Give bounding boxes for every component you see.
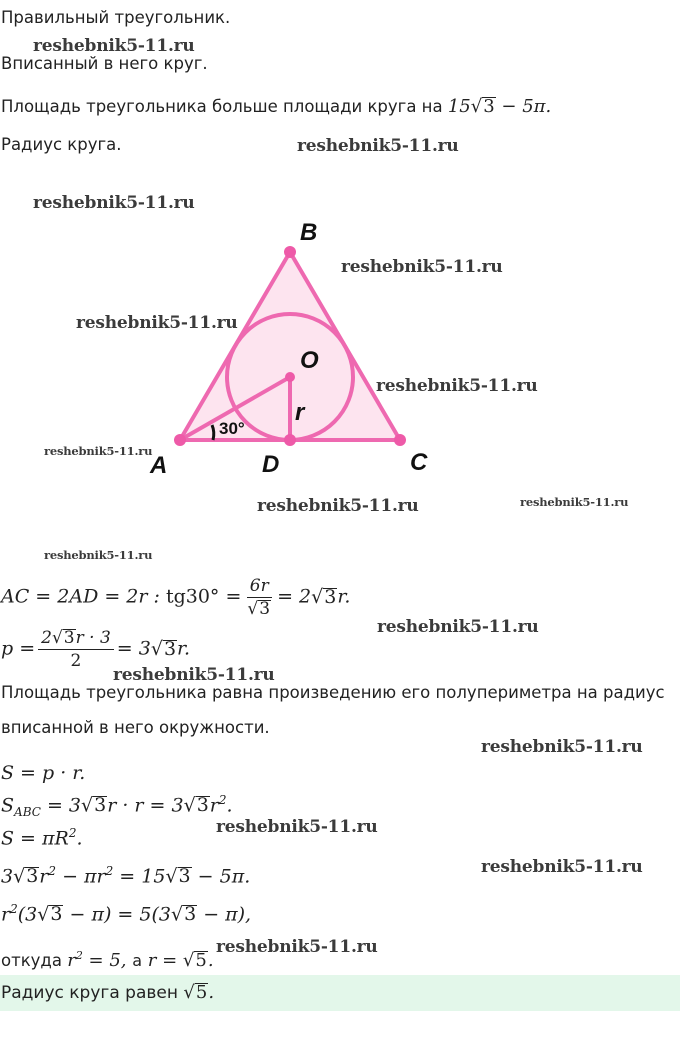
label-d: D bbox=[262, 451, 280, 478]
answer-box bbox=[0, 975, 680, 1011]
watermark: reshebnik5-11.ru bbox=[216, 817, 378, 837]
point-b bbox=[284, 246, 296, 258]
label-angle: 30° bbox=[219, 419, 245, 438]
equation-8-prefix: откуда bbox=[1, 951, 68, 970]
label-b: B bbox=[300, 219, 318, 246]
equation-6: $3√3r^2 - \pi r^2 = 15√3 - 5\pi$. bbox=[1, 864, 251, 888]
statement-line-3-math: 15√3 − 5π. bbox=[447, 96, 552, 117]
label-o: O bbox=[300, 347, 319, 374]
watermark: reshebnik5-11.ru bbox=[481, 857, 643, 877]
point-d bbox=[284, 434, 296, 446]
watermark: reshebnik5-11.ru bbox=[377, 617, 539, 637]
watermark: reshebnik5-11.ru bbox=[520, 495, 629, 509]
watermark: reshebnik5-11.ru bbox=[44, 444, 153, 458]
answer-line: Радиус круга равен √5. bbox=[1, 982, 215, 1003]
watermark: reshebnik5-11.ru bbox=[44, 548, 153, 562]
equation-7: $r^2(3√3 - \pi) = 5(3√3 - \pi)$, bbox=[1, 902, 252, 926]
point-c bbox=[394, 434, 406, 446]
label-r: r bbox=[295, 399, 305, 426]
equation-2: p = $\frac{2√3r \cdot 3}{2}$ = 3√3r. bbox=[1, 628, 191, 671]
statement-line-4: Радиус круга. bbox=[1, 135, 122, 154]
statement-line-3-text: Площадь треугольника больше площади круга на bbox=[1, 97, 448, 116]
solution-text-2: вписанной в него окружности. bbox=[1, 718, 270, 737]
watermark: reshebnik5-11.ru bbox=[33, 193, 195, 213]
solution-text-1: Площадь треугольника равна произведению его полупериметра на радиус bbox=[1, 683, 665, 702]
watermark: reshebnik5-11.ru bbox=[341, 257, 503, 277]
answer-text: Радиус круга равен bbox=[1, 983, 184, 1003]
label-a: A bbox=[150, 452, 168, 479]
watermark: reshebnik5-11.ru bbox=[297, 136, 459, 156]
watermark: reshebnik5-11.ru bbox=[376, 376, 538, 396]
watermark: reshebnik5-11.ru bbox=[257, 496, 419, 516]
equation-1: AC = 2AD = 2r : tg30° = $\frac{6r}{√3}$ = 2√3r. bbox=[1, 576, 351, 619]
statement-line-1: Правильный треугольник. bbox=[1, 8, 231, 27]
point-o bbox=[285, 372, 295, 382]
equation-5: $S = \pi R^2$. bbox=[1, 826, 83, 850]
label-c: C bbox=[410, 449, 428, 476]
watermark: reshebnik5-11.ru bbox=[113, 665, 275, 685]
watermark: reshebnik5-11.ru bbox=[216, 937, 378, 957]
equation-4: $S_{ABC} = 3√3r \cdot r = 3√3r^2$. bbox=[1, 793, 233, 820]
angle-arc bbox=[212, 425, 214, 440]
watermark: reshebnik5-11.ru bbox=[76, 313, 238, 333]
statement-line-2: Вписанный в него круг. bbox=[1, 54, 208, 73]
watermark: reshebnik5-11.ru bbox=[481, 737, 643, 757]
point-a bbox=[174, 434, 186, 446]
watermark: reshebnik5-11.ru bbox=[33, 36, 195, 56]
equation-8: откуда $r^2 = 5$, а r = √5. bbox=[1, 949, 214, 971]
equation-3: S = p · r. bbox=[1, 762, 86, 784]
